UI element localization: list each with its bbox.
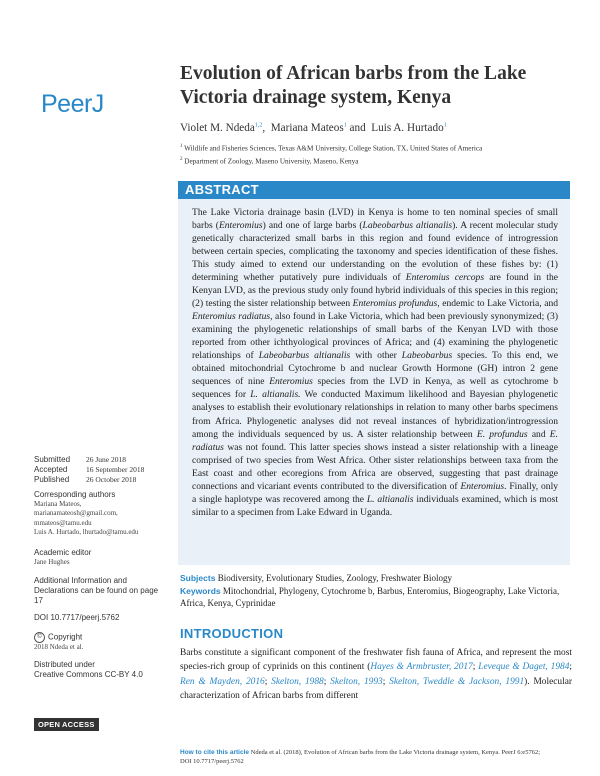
corresponding-author: Mariana Mateos, [34,500,82,508]
affiliation: Department of Zoology, Maseno University, Maseno, Kenya [184,157,359,166]
copyright-label: Copyright [48,632,83,642]
keywords-label: Keywords [180,585,221,596]
affiliations [180,141,482,168]
citation-link[interactable]: Hayes & Armbruster, 2017 [370,662,473,673]
peerj-logo: PeerJ [41,90,104,118]
corresponding-author-email[interactable]: Luis A. Hurtado, lhurtado@tamu.edu [34,528,139,537]
corresponding-label: Corresponding authors [34,490,116,499]
subjects-label: Subjects [180,573,216,583]
additional-info-link[interactable]: Additional Information and Declarations can be found on page 17 [34,576,159,605]
keywords-line [180,585,572,610]
abstract-heading: ABSTRACT [185,182,259,197]
corresponding-email[interactable]: mmateos@tamu.edu [34,518,92,527]
author-affil-sup: 1 [443,122,447,129]
cite-doi[interactable]: DOI 10.7717/peerj.5762 [180,758,244,765]
submitted-date: 26 June 2018 [86,455,126,464]
editor-name: Jane Hughes [34,558,70,566]
sidebar-doi [34,613,174,623]
citation-link[interactable]: Ren & Mayden, 2016 [180,676,265,687]
submitted-label: Submitted [34,455,71,464]
subjects-text: Biodiversity, Evolutionary Studies, Zoology, Freshwater Biology [217,573,452,583]
sidebar-corresponding [34,490,174,538]
author-list: Violet M. Ndeda$^{1,2}$, Mariana Mateos$^1$ and Luis A. Hurtado$^1$ [180,122,447,134]
sidebar-license [34,660,174,680]
author-name[interactable]: Mariana Mateos [270,122,344,134]
accepted-date: 16 September 2018 [86,465,145,474]
introduction-heading: INTRODUCTION [180,626,284,641]
citation-link[interactable]: Skelton, Tweddle & Jackson, 1991 [389,676,525,687]
accepted-label: Accepted [34,465,68,474]
paper-title: Evolution of African barbs from the Lake Victoria drainage system, Kenya [180,63,527,108]
published-date: 26 October 2018 [86,475,137,484]
copyright-holder: 2018 Ndeda et al. [34,643,84,651]
published-label: Published [34,475,70,484]
affil-sup: 2 [180,157,183,163]
abstract-text: The Lake Victoria drainage basin (LVD) in Kenya is home to ten nominal species of small barbs (Enteromius) and one of large barbs (Labeobarbus altianalis). A recent molecular study genetically characterized small barbs in this region and found evidence of introgression between certain species, complicating the taxonomy and species identification of these fishes. This study aimed to extend our understanding on the evolution of these fishes by: (1) determining whether putatively pure individuals of Enteromius cercops are found in the Kenyan LVD, as the previous study only found hybrid individuals of this species in this region; (2) testing the sister relationship between Enteromius profundus, endemic to Lake Victoria, and Enteromius radiatus, also found in Lake Victoria, which had been previously synonymized; (3) examining the phylogenetic relationships of small barbs of the Kenyan LVD with those reported from other ichthyological provinces of Africa; and (4) examining the phylogenetic relationships of Labeobarbus altianalis with other Labeobarbus species. To this end, we obtained mitochondrial Cytochrome b and nuclear Growth Hormone (GH) intron 2 gene sequences of nine Enteromius species from the LVD in Kenya, as well as cytochrome b sequences for L. altianalis. We conducted Maximum likelihood and Bayesian phylogenetic analyses to establish their evolutionary relationships in relation to many other barbs specimens from Africa. Phylogenetic analyses did not reveal instances of hybridization/introgression among the individuals sequenced by us. A sister relationship between E. profundus and E. radiatus was not found. This latter species shows instead a sister relationship with a lineage comprised of two species from West Africa. Other sister relationships between taxa from the East coast and other ecoregions from Africa are observed, suggesting that past drainage connections and vicariant events contributed to the diversification of Enteromius. Finally, only a single haplotype was recovered among the L. altianalis individuals examined, which is most similar to a specimen from Lake Edward in Uganda. [192,207,558,518]
license-link[interactable]: Creative Commons CC-BY 4.0 [34,670,143,679]
author-name[interactable]: Luis A. Hurtado [371,122,444,134]
citation-link[interactable]: Skelton, 1988 [271,676,324,687]
sidebar-additional-info [34,576,162,606]
affil-sup: 1 [180,144,183,149]
citation-link[interactable]: Skelton, 1993 [330,676,383,687]
affiliation: Wildlife and Fisheries Sciences, Texas A&M University, College Station, TX, United States of America [184,144,483,153]
citation-footer [180,748,572,766]
author-affil-sup: 1,2 [254,122,263,129]
subjects-keywords [180,572,572,610]
author-affil-sup: 1 [343,122,347,129]
editor-label: Academic editor [34,548,92,557]
copyright-icon: © [34,632,45,643]
sidebar-editor [34,548,174,567]
license-label: Distributed under [34,660,95,669]
cite-text: Ndeda et al. (2018), Evolution of African barbs from the Lake Victoria drainage system, Kenya. PeerJ 6:e5762; [249,749,540,756]
open-access-badge: OPEN ACCESS [34,718,99,731]
doi[interactable]: DOI 10.7717/peerj.5762 [34,613,120,622]
citation-link[interactable]: Leveque & Daget, 1984 [478,662,570,673]
corresponding-email[interactable]: marianamateosh@gmail.com, [34,509,118,518]
author-name[interactable]: Violet M. Ndeda [180,122,255,134]
abstract-header [178,181,570,199]
keywords-text: Mitochondrial, Phylogeny, Cytochrome b, Barbus, Enteromius, Biogeography, Lake Victoria, Africa, Kenya, Cyprinidae [180,585,560,609]
subjects-line [180,572,572,585]
sidebar-copyright [34,632,174,652]
sidebar-dates [34,455,174,485]
cite-label: How to cite this article [180,749,249,756]
introduction-text: Barbs constitute a significant component of the freshwater fish fauna of Africa, and represent the most species-rich group of cyprinids on this continent (Hayes & Armbruster, 2017; Leveque & Daget, 1984; Ren & Mayden, 2016; Skelton, 1988; Skelton, 1993; Skelton, Tweddle & Jackson, 1991). Molecular characterization of African barbs from different [180,648,573,701]
